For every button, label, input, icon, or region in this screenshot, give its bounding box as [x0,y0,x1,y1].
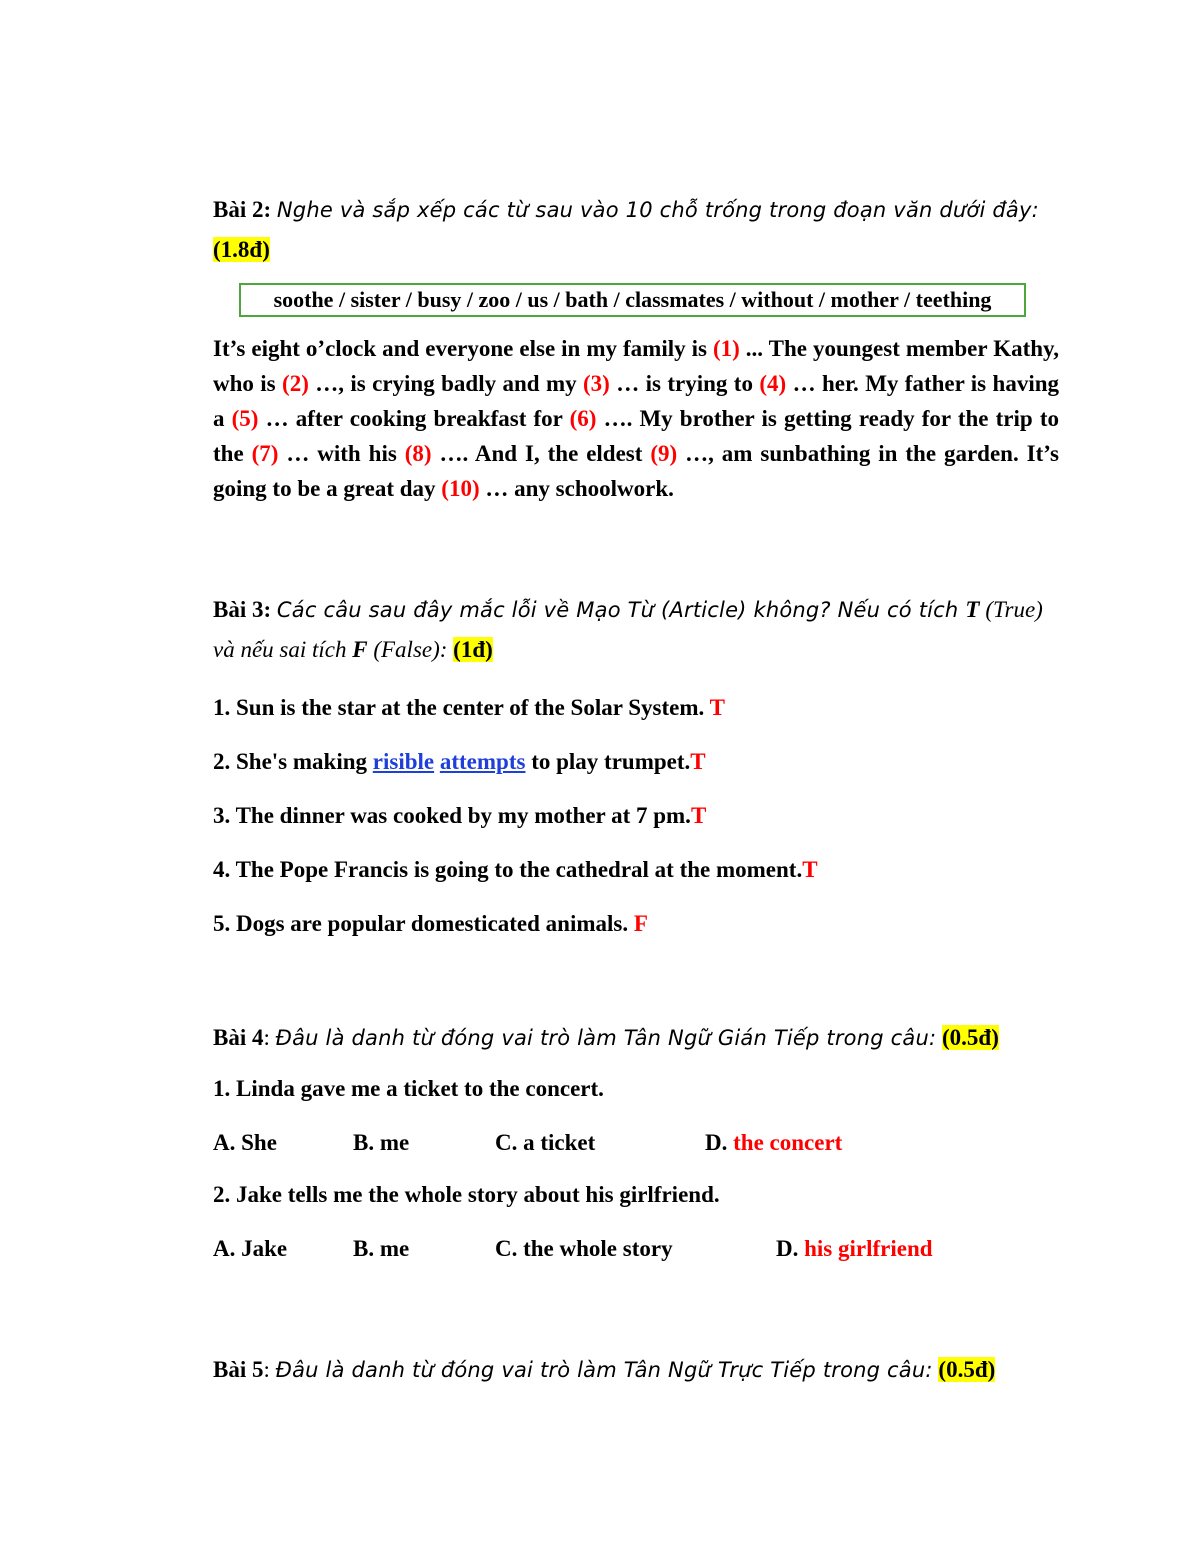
blank-marker: (1) [712,336,740,361]
exercise-2 [213,190,1059,506]
option-c: C. the whole story [495,1236,673,1261]
list-item [213,909,1059,939]
exercise-2-label: Bài 2: [213,197,272,222]
false-mark: F [352,637,368,662]
option-a: A. She [213,1130,277,1155]
question-2-options [213,1234,1059,1264]
question-1: 1. Linda gave me a ticket to the concert. [213,1076,604,1101]
item-text: 1. Sun is the star at the center of the Solar System. [213,695,710,720]
answer-mark: T [690,803,707,828]
exercise-4-colon: : [263,1025,270,1050]
blank-marker: (6) [569,406,597,431]
exercise-5-points: (0.5đ) [938,1357,996,1382]
exercise-3-label: Bài 3: [213,597,272,622]
exercise-4-heading [213,1018,1059,1058]
answer-mark: T [709,695,725,720]
option-b: B. me [353,1236,410,1261]
option-c: C. a ticket [495,1130,596,1155]
option-a: A. Jake [213,1236,288,1261]
passage-text: … after cooking breakfast for [258,406,570,431]
blank-marker: (3) [583,371,610,396]
blank-marker: (8) [404,441,432,466]
option-d [705,1128,842,1158]
passage-text: … with his [278,441,405,466]
passage-text: … any schoolwork. [479,476,674,501]
exercise-3-instruction-cont: (True) và nếu sai tích [213,597,1043,662]
option-d [776,1234,933,1264]
question-2: 2. Jake tells me the whole story about his girlfriend. [213,1182,720,1207]
exercise-4-label: Bài 4 [213,1025,264,1050]
passage-text: It’s eight o’clock and everyone else in my family is [213,336,713,361]
question-1-options [213,1128,1059,1158]
option-d-answer: the concert [733,1130,843,1155]
exercise-4-points: (0.5đ) [942,1025,999,1050]
exercise-3-heading [213,590,1059,669]
true-mark: T [965,597,980,622]
exercise-5-colon: : [263,1357,270,1382]
exercise-2-points: (1.8đ) [213,237,270,262]
passage-text: … her. My father is having a [213,371,1059,431]
exercise-3 [213,590,1059,939]
option-b: B. me [353,1130,410,1155]
passage-text: …, is crying badly and my [308,371,583,396]
answer-mark: T [690,749,706,774]
list-item [213,747,1059,777]
list-item [213,855,1059,885]
option-d-prefix: D. [705,1130,734,1155]
exercise-2-heading [213,190,1059,269]
passage-text: …. And I, the eldest [431,441,651,466]
list-item [213,693,1059,723]
hyperlink-attempts[interactable]: attempts [439,749,526,774]
passage-text: …. My brother is getting ready for the trip to the [213,406,1059,466]
exercise-2-instruction: Nghe và sắp xếp các từ sau vào 10 chỗ trống trong đoạn văn dưới đây: [276,198,1039,222]
item-text: 3. The dinner was cooked by my mother at 7 pm. [213,803,691,828]
exercise-3-points: (1đ) [453,637,493,662]
exercise-5-instruction: Đâu là danh từ đóng vai trò làm Tân Ngữ Trực Tiếp trong câu: [275,1358,933,1382]
answer-mark: F [633,911,648,936]
exercise-5 [213,1350,1059,1390]
exercise-5-label: Bài 5 [213,1357,264,1382]
blank-marker: (10) [441,476,480,501]
passage-text: …, am sunbathing in the garden. It’s going to be a great day [213,441,1059,501]
blank-marker: (4) [759,371,787,396]
item-text: 4. The Pope Francis is going to the cathedral at the moment. [213,857,803,882]
answer-mark: T [802,857,818,882]
document-page [213,190,1060,1382]
item-text: 5. Dogs are popular domesticated animals. [213,911,634,936]
exercise-4 [213,1018,1059,1264]
exercise-3-instruction: Các câu sau đây mắc lỗi về Mạo Từ (Article) không? Nếu có tích [276,598,966,622]
item-text: 2. She's making [213,749,373,774]
passage-text: … is trying to [609,371,760,396]
option-d-prefix: D. [776,1236,805,1261]
exercise-3-instruction-end: (False): [367,637,448,662]
fill-in-passage [213,331,1059,506]
option-d-answer: his girlfriend [804,1236,933,1261]
passage-text: ... The youngest member Kathy, who is [213,336,1060,396]
exercise-5-heading [213,1350,1059,1390]
word-bank-box: soothe / sister / busy / zoo / us / bath / classmates / without / mother / teething [239,283,1026,317]
blank-marker: (7) [251,441,279,466]
blank-marker: (5) [231,406,259,431]
blank-marker: (2) [282,371,309,396]
blank-marker: (9) [650,441,678,466]
exercise-4-instruction: Đâu là danh từ đóng vai trò làm Tân Ngữ Gián Tiếp trong câu: [275,1026,937,1050]
list-item [213,801,1059,831]
item-text: to play trumpet. [525,749,691,774]
hyperlink-risible[interactable]: risible [372,749,435,774]
exercise-3-items [213,693,1059,939]
